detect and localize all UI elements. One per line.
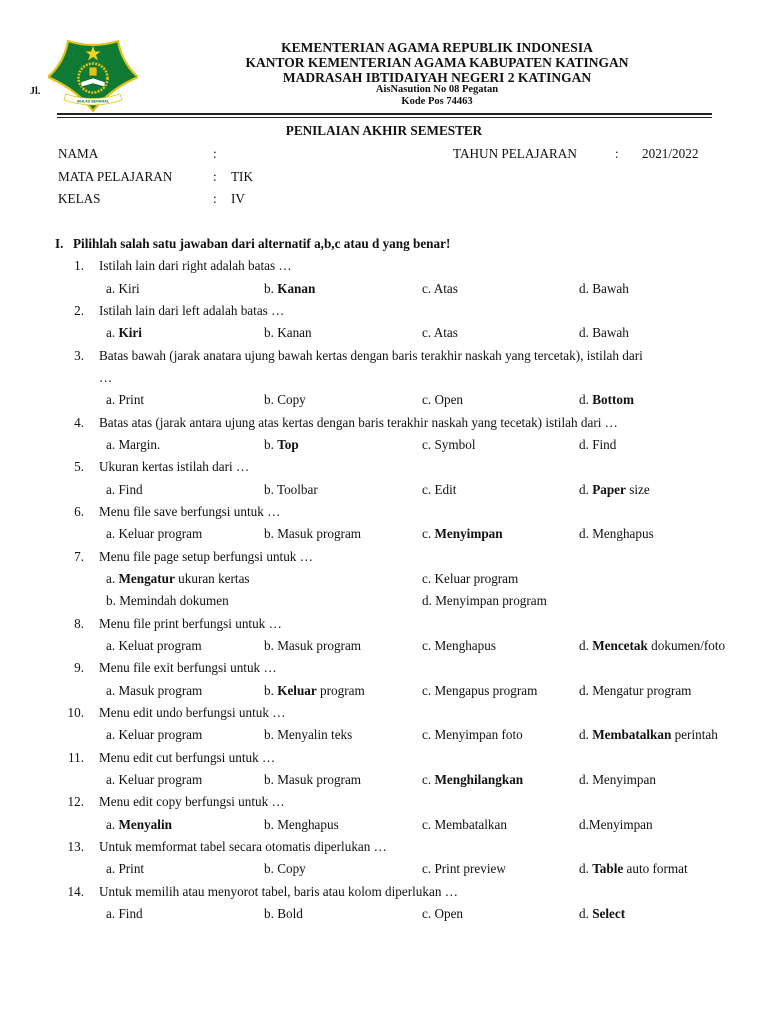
options-row (0, 568, 768, 590)
option-text: b. Masuk program (264, 526, 362, 542)
options-row (0, 680, 768, 702)
option-d (579, 724, 718, 746)
option-b (264, 479, 318, 501)
question-number: 11. (68, 749, 84, 765)
option-text: c. Mengapus program (422, 682, 538, 698)
question-row (0, 747, 768, 769)
option-text: perintah (671, 727, 718, 743)
option-text: c. Atas (422, 280, 458, 296)
option-text: program (316, 682, 365, 698)
options-row (0, 769, 768, 791)
option-text: b. Toolbar (264, 481, 318, 497)
option-text: c. Open (422, 905, 464, 921)
year-label: TAHUN PELAJARAN (453, 146, 577, 161)
option-text: a. Margin. (106, 436, 161, 452)
question-row (0, 300, 768, 322)
options-row (0, 479, 768, 501)
option-c (422, 903, 463, 925)
option-text: a. Find (106, 481, 143, 497)
option-text: c. Atas (422, 325, 458, 341)
class-value: IV (231, 191, 245, 206)
question-number: 1. (74, 258, 84, 274)
question-text: Menu edit copy berfungsi untuk … (99, 794, 285, 810)
question-number: 9. (74, 660, 84, 676)
question-row (0, 836, 768, 858)
question-number: 13. (67, 838, 84, 854)
question-text: Ukuran kertas istilah dari … (99, 459, 250, 475)
option-text: c. Menyimpan foto (422, 727, 523, 743)
option-a (106, 568, 250, 590)
office-name: KANTOR KEMENTERIAN AGAMA KABUPATEN KATINGAN (245, 54, 629, 70)
option-text: a. (106, 816, 119, 832)
option-d (579, 769, 656, 791)
options-row (0, 858, 768, 880)
option-text: d. (579, 392, 593, 408)
name-separator: : (213, 146, 217, 161)
question-number: 2. (74, 302, 84, 318)
option-text: c. Keluar program (422, 570, 519, 586)
header-divider-thick (57, 113, 712, 115)
option-text: size (625, 481, 650, 497)
option-b (264, 858, 306, 880)
section-instruction: Pilihlah salah satu jawaban dari alternatif a,b,c atau d yang benar! (73, 236, 451, 251)
option-text: a. Keluar program (106, 526, 203, 542)
option-c (422, 523, 503, 545)
option-text: d. Menghapus (579, 526, 654, 542)
option-text: c. Open (422, 392, 464, 408)
option-d (422, 590, 547, 612)
option-text: b. Masuk program (264, 637, 362, 653)
option-text: d. (579, 637, 593, 653)
question-number: 14. (67, 883, 84, 899)
option-text: d. Mengatur program (579, 682, 692, 698)
subject-label: MATA PELAJARAN (58, 169, 173, 184)
option-text: d. (579, 905, 593, 921)
options-row (0, 322, 768, 344)
question-number: 12. (67, 794, 84, 810)
option-b (264, 278, 315, 300)
option-text: d. Find (579, 436, 617, 452)
option-text: a. Kiri (106, 280, 140, 296)
option-c (422, 724, 523, 746)
subject-value: TIK (231, 169, 253, 184)
year-separator: : (615, 146, 619, 161)
option-c (422, 389, 463, 411)
options-row (0, 278, 768, 300)
option-a (106, 680, 202, 702)
option-text: b. (264, 682, 278, 698)
option-answer-text: Mencetak (592, 637, 648, 653)
option-d (579, 814, 653, 836)
option-a (106, 479, 143, 501)
question-row-continuation (0, 367, 768, 389)
option-text: b. Copy (264, 392, 306, 408)
option-answer-text: Keluar (277, 682, 317, 698)
option-d (579, 635, 725, 657)
option-answer-text: Paper (592, 481, 626, 497)
option-text: a. (106, 570, 119, 586)
option-text: c. (422, 771, 435, 787)
option-answer-text: Kanan (277, 280, 316, 296)
option-text: d. Menyimpan (579, 771, 656, 787)
option-a (106, 635, 202, 657)
option-b (264, 389, 306, 411)
option-a (106, 858, 144, 880)
option-text: a. Keluar program (106, 727, 203, 743)
option-c (422, 635, 496, 657)
school-name: MADRASAH IBTIDAIYAH NEGERI 2 KATINGAN (282, 69, 592, 85)
question-number: 6. (74, 503, 84, 519)
option-text: a. (106, 325, 119, 341)
option-text: b. Menghapus (264, 816, 339, 832)
option-d (579, 389, 634, 411)
option-c (422, 858, 506, 880)
question-number: 3. (74, 347, 84, 363)
option-text: d. (579, 727, 593, 743)
option-text: b. Masuk program (264, 771, 362, 787)
option-b (264, 322, 312, 344)
question-row (0, 702, 768, 724)
option-text: b. (264, 280, 278, 296)
question-number: 5. (74, 459, 84, 475)
option-text: b. Kanan (264, 325, 312, 341)
school-address: AisNasution No 08 Pegatan (375, 84, 499, 95)
option-d (579, 278, 629, 300)
name-label: NAMA (58, 146, 99, 161)
section-heading (0, 233, 768, 255)
question-text: Istilah lain dari left adalah batas … (99, 302, 285, 318)
year-value: 2021/2022 (642, 146, 699, 161)
question-text: Menu edit undo berfungsi untuk … (99, 704, 286, 720)
question-text: Untuk memformat tabel secara otomatis diperlukan … (99, 838, 387, 854)
option-c (422, 814, 507, 836)
question-number: 8. (74, 615, 84, 631)
option-d (579, 322, 629, 344)
question-number: 7. (74, 548, 84, 564)
question-row (0, 546, 768, 568)
option-text: a. Print (106, 861, 145, 877)
option-b (264, 434, 299, 456)
option-d (579, 434, 616, 456)
ministry-name: KEMENTERIAN AGAMA REPUBLIK INDONESIA (281, 39, 593, 55)
option-text: dokumen/foto (647, 637, 726, 653)
options-row (0, 903, 768, 925)
question-text: Menu edit cut berfungsi untuk … (99, 749, 276, 765)
option-text: c. Menghapus (422, 637, 496, 653)
option-d (579, 903, 625, 925)
class-separator: : (213, 191, 217, 206)
option-text: b. Copy (264, 861, 306, 877)
header-divider-thin (57, 117, 712, 118)
option-text: d. (579, 481, 593, 497)
option-text: ukuran kertas (174, 570, 250, 586)
option-c (422, 568, 518, 590)
option-text: a. Find (106, 905, 143, 921)
option-c (422, 680, 537, 702)
question-text: Menu file exit berfungsi untuk … (99, 660, 277, 676)
options-row (0, 635, 768, 657)
option-a (106, 389, 144, 411)
option-text: c. Membatalkan (422, 816, 507, 832)
question-number: 10. (67, 704, 84, 720)
option-text: auto format (623, 861, 688, 877)
option-answer-text: Mengatur (118, 570, 175, 586)
option-d (579, 523, 654, 545)
option-b (264, 523, 361, 545)
option-b (264, 769, 361, 791)
question-number: 4. (74, 414, 84, 430)
question-row (0, 881, 768, 903)
question-text: Batas bawah (jarak anatara ujung bawah kertas dengan baris terakhir naskah yang tercetak), istilah dari (99, 347, 643, 363)
question-row (0, 501, 768, 523)
option-a (106, 523, 202, 545)
option-c (422, 769, 523, 791)
subject-separator: : (213, 169, 217, 184)
option-text: b. Menyalin teks (264, 727, 353, 743)
option-text: c. Print preview (422, 861, 506, 877)
option-text: a. Keluar program (106, 771, 203, 787)
options-row (0, 434, 768, 456)
question-text: … (99, 369, 113, 385)
question-row (0, 412, 768, 434)
option-c (422, 278, 458, 300)
option-answer-text: Kiri (118, 325, 142, 341)
option-a (106, 903, 143, 925)
question-row (0, 456, 768, 478)
option-answer-text: Membatalkan (592, 727, 672, 743)
option-c (422, 434, 475, 456)
option-answer-text: Menyalin (118, 816, 172, 832)
option-b (264, 724, 352, 746)
logo-motto: IKHLAS BERAMAL (76, 99, 110, 104)
options-row (0, 523, 768, 545)
option-a (106, 322, 142, 344)
options-row (0, 724, 768, 746)
option-text: d. Bawah (579, 280, 629, 296)
option-d (579, 680, 691, 702)
option-c (422, 322, 458, 344)
option-text: a. Print (106, 392, 145, 408)
option-b (264, 903, 303, 925)
option-a (106, 434, 160, 456)
option-text: d. (579, 861, 593, 877)
exam-title: PENILAIAN AKHIR SEMESTER (285, 123, 483, 138)
question-text: Batas atas (jarak antara ujung atas kertas dengan baris terakhir naskah yang tecetak) istilah dari … (99, 414, 618, 430)
question-row (0, 613, 768, 635)
postal-code: Kode Pos 74463 (401, 96, 473, 107)
question-text: Menu file print berfungsi untuk … (99, 615, 282, 631)
option-answer-text: Table (592, 861, 624, 877)
question-list (0, 233, 768, 925)
question-text: Menu file page setup berfungsi untuk … (99, 548, 313, 564)
option-b (264, 680, 365, 702)
options-row (0, 389, 768, 411)
option-a (106, 724, 202, 746)
option-text: a. Keluat program (106, 637, 202, 653)
option-text: a. Masuk program (106, 682, 203, 698)
option-text: c. Edit (422, 481, 457, 497)
option-c (422, 479, 456, 501)
option-b (264, 814, 339, 836)
option-text: c. (422, 526, 435, 542)
option-text: d.Menyimpan (579, 816, 653, 832)
option-text: d. Menyimpan program (422, 593, 547, 609)
option-a (106, 769, 202, 791)
option-answer-text: Top (277, 436, 299, 452)
options-row (0, 590, 768, 612)
question-row (0, 791, 768, 813)
option-text: b. Bold (264, 905, 303, 921)
option-text: c. Symbol (422, 436, 476, 452)
option-text: b. Memindah dokumen (106, 593, 229, 609)
option-answer-text: Menghilangkan (434, 771, 524, 787)
question-row (0, 255, 768, 277)
option-text: d. Bawah (579, 325, 629, 341)
class-label: KELAS (58, 191, 101, 206)
option-d (579, 479, 650, 501)
question-text: Menu file save berfungsi untuk … (99, 503, 281, 519)
section-number: I. (55, 236, 64, 251)
option-a (106, 278, 140, 300)
option-answer-text: Select (592, 905, 626, 921)
option-d (579, 858, 688, 880)
street-prefix: Jl. (30, 86, 41, 97)
option-b (106, 590, 229, 612)
option-text: b. (264, 436, 278, 452)
option-answer-text: Menyimpan (434, 526, 503, 542)
option-b (264, 635, 361, 657)
question-row (0, 657, 768, 679)
question-text: Istilah lain dari right adalah batas … (99, 258, 292, 274)
options-row (0, 814, 768, 836)
question-text: Untuk memilih atau menyorot tabel, baris atau kolom diperlukan … (99, 883, 458, 899)
option-a (106, 814, 172, 836)
option-answer-text: Bottom (592, 392, 634, 408)
question-row (0, 345, 768, 367)
kemenag-logo-icon (48, 39, 138, 113)
